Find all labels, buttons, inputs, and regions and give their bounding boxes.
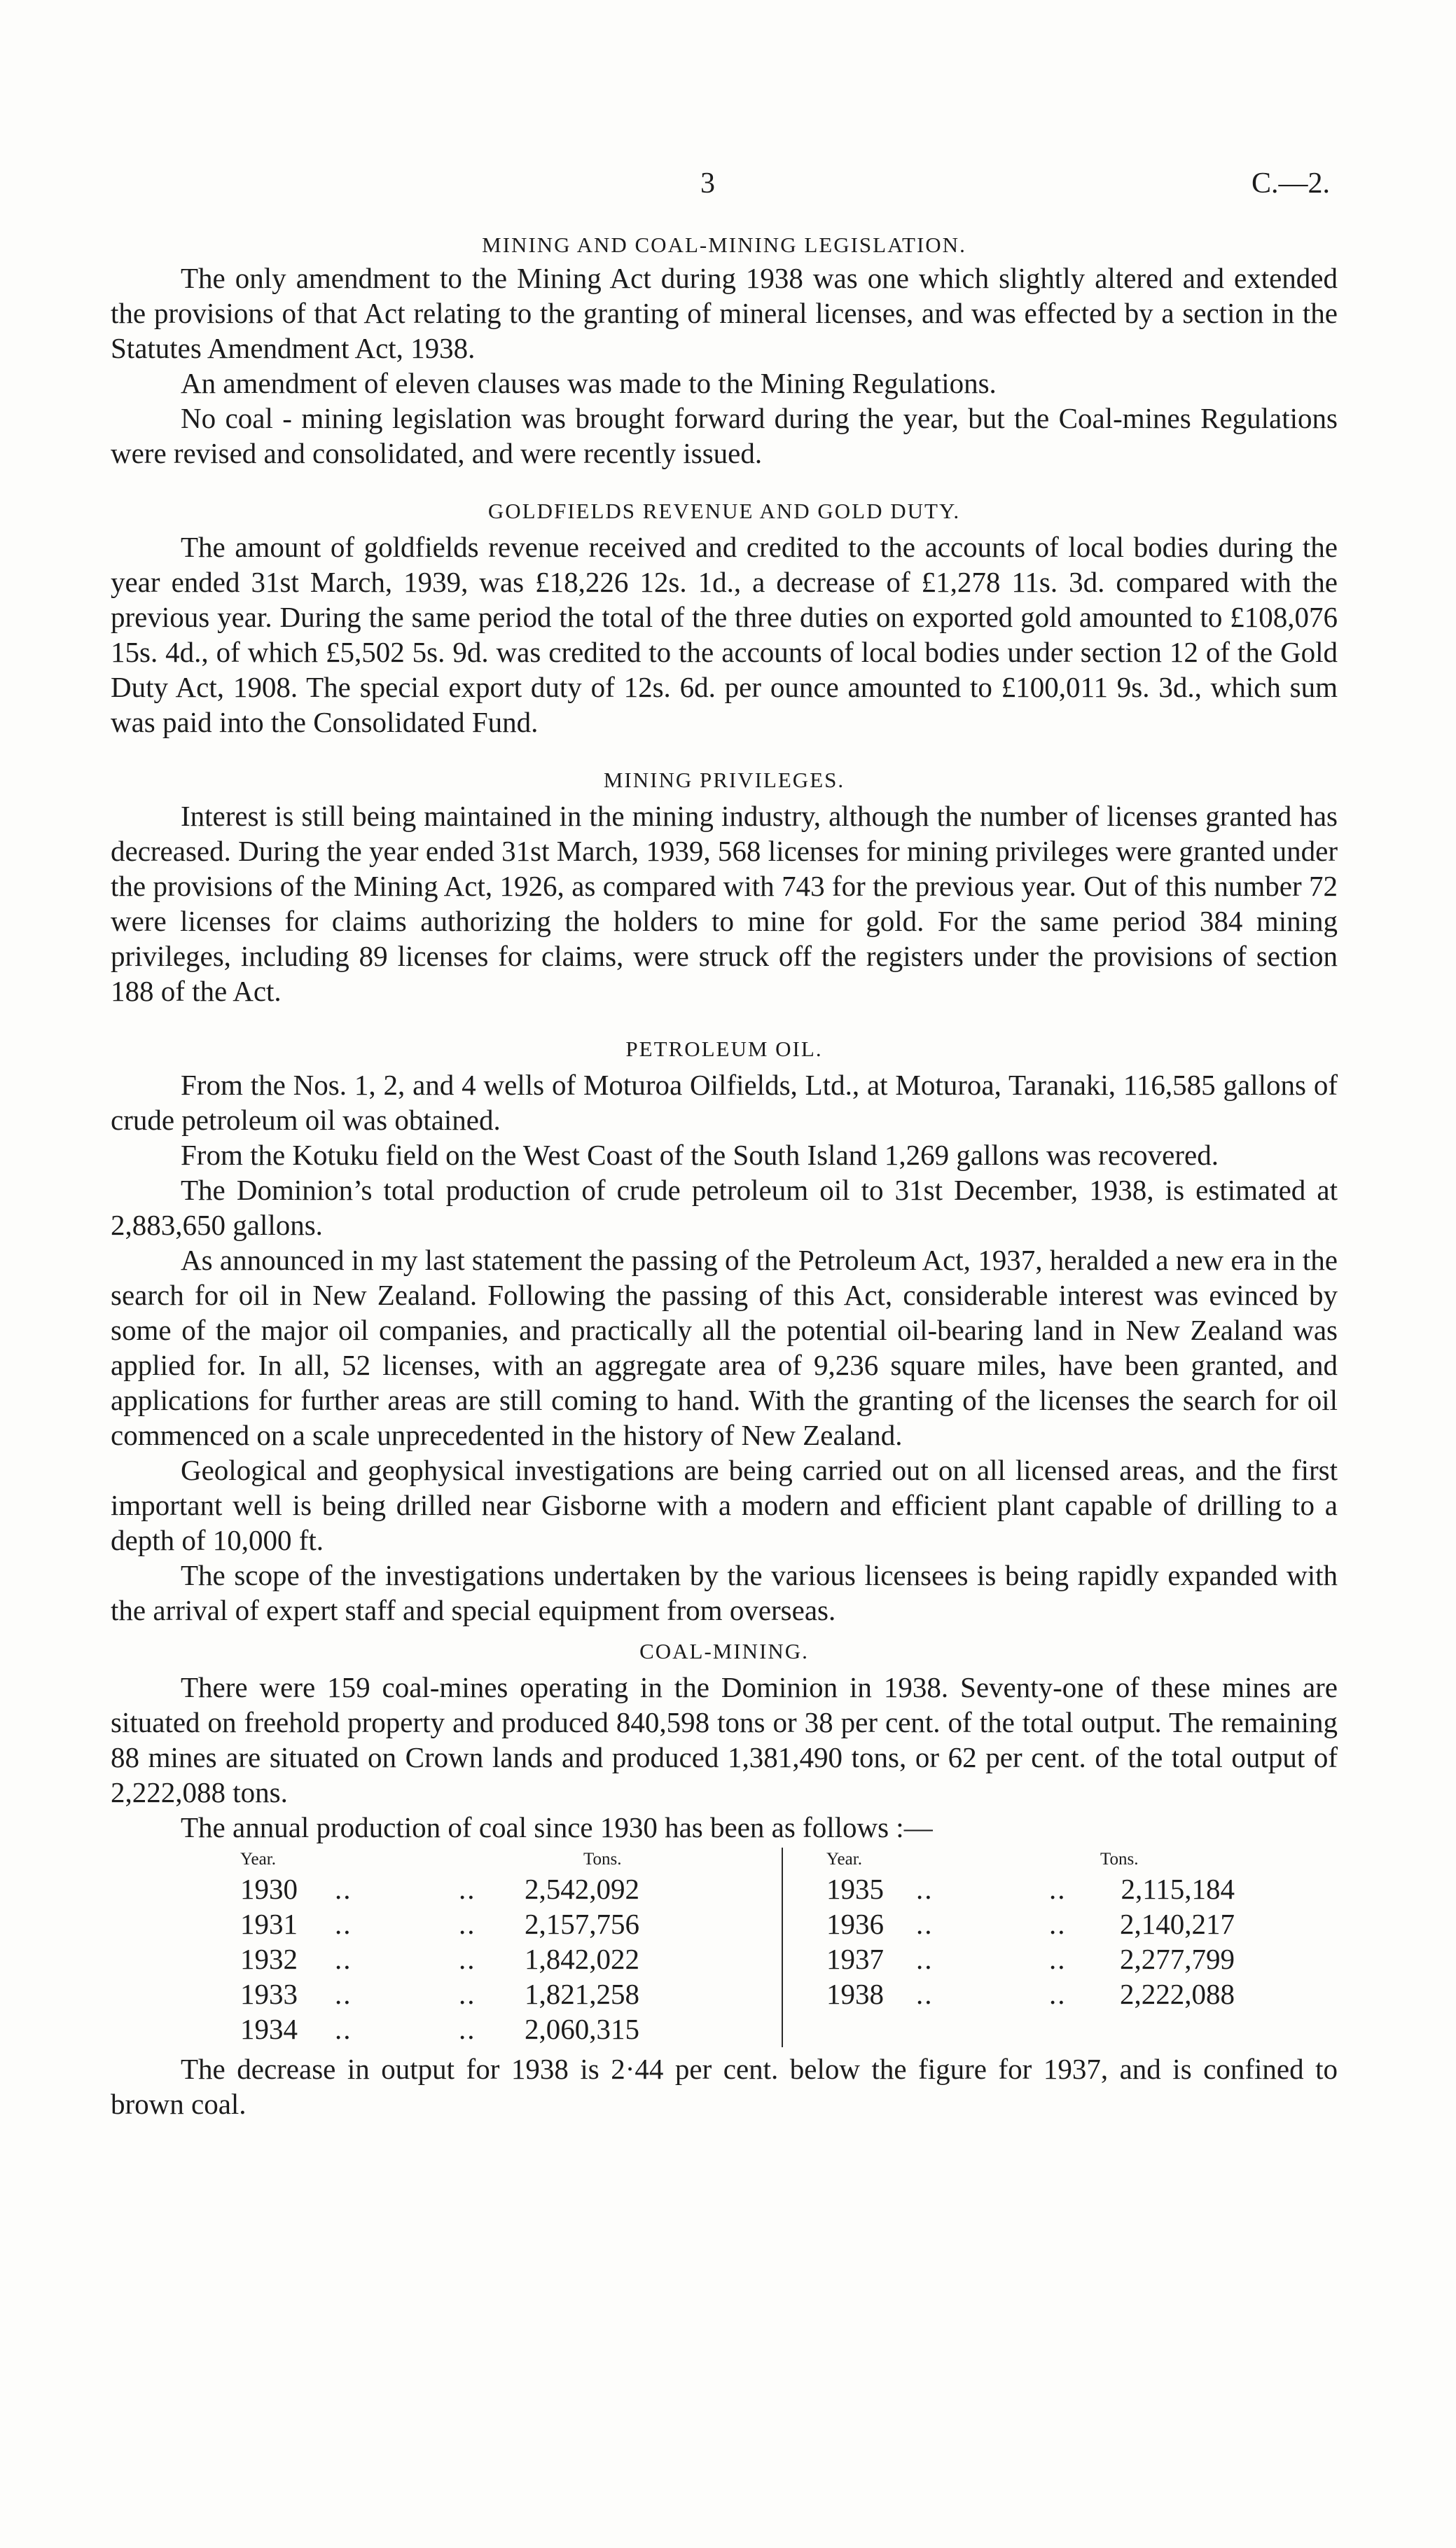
tons-cell: 2,115,184 xyxy=(1121,1873,1235,1905)
leader-dots: .. xyxy=(459,2013,476,2045)
column-header-year: Year. xyxy=(826,1850,862,1869)
leader-dots: .. xyxy=(916,1873,934,1905)
paragraph: From the Nos. 1, 2, and 4 wells of Moturoa Oilfields, Ltd., at Moturoa, Taranaki, 116,585 gallons of crude petroleum oil was obtained. xyxy=(111,1069,1338,1136)
table-column-right xyxy=(782,1848,1343,2047)
year-cell: 1935 xyxy=(826,1873,884,1905)
table-row xyxy=(783,1941,1343,1976)
leader-dots: .. xyxy=(459,1908,476,1940)
year-cell: 1934 xyxy=(240,2013,298,2045)
coal-production-table xyxy=(111,1848,1338,2047)
table-row xyxy=(240,1941,800,1976)
leader-dots: .. xyxy=(335,2013,352,2045)
paragraph: The Dominion’s total production of crude petroleum oil to 31st December, 1938, is estimated at 2,883,650 gallons. xyxy=(111,1174,1338,1241)
table-row xyxy=(783,1871,1343,1906)
leader-dots: .. xyxy=(1049,1873,1067,1905)
tons-cell: 2,157,756 xyxy=(525,1908,639,1940)
document-reference: C.—2. xyxy=(1251,167,1330,200)
paragraph: The only amendment to the Mining Act during 1938 was one which slightly altered and extended the provisions of that Act relating to the granting of mineral licenses, and was effected by a section in the Statutes Amendment Act, 1938. xyxy=(111,262,1338,364)
page-header xyxy=(0,167,1456,209)
tons-cell: 2,060,315 xyxy=(525,2013,639,2045)
leader-dots: .. xyxy=(916,1978,934,2010)
paragraph: The amount of goldfields revenue received and credited to the accounts of local bodies during the year ended 31st March, 1939, was £18,226 12s. 1d., a decrease of £1,278 11s. 3d. compared with the previous year. During the same period the total of the three duties on exported gold amounted to £108,076 15s. 4d., of which £5,502 5s. 9d. was credited to the accounts of local bodies under section 12 of the Gold Duty Act, 1908. The special export duty of 12s. 6d. per ounce amounted to £100,011 9s. 3d., which sum was paid into the Consolidated Fund. xyxy=(111,531,1338,738)
leader-dots: .. xyxy=(459,1978,476,2010)
table-row xyxy=(240,1976,800,2012)
year-cell: 1937 xyxy=(826,1943,884,1975)
paragraph: The scope of the investigations undertaken by the various licensees is being rapidly expanded with the arrival of expert staff and special equipment from overseas. xyxy=(111,1559,1338,1626)
paragraph: Geological and geophysical investigations are being carried out on all licensed areas, and the first important well is being drilled near Gisborne with a modern and efficient plant capable of drilling to a depth of 10,000 ft. xyxy=(111,1454,1338,1556)
section-heading-mining-privileges: MINING PRIVILEGES. xyxy=(603,768,845,792)
paragraph: There were 159 coal-mines operating in the Dominion in 1938. Seventy-one of these mines are situated on freehold property and produced 840,598 tons or 38 per cent. of the total output. The remaining 88 mines are situated on Crown lands and produced 1,381,490 tons, or 62 per cent. of the total output of 2,222,088 tons. xyxy=(111,1671,1338,1808)
table-header xyxy=(783,1848,1343,1871)
leader-dots: .. xyxy=(459,1873,476,1905)
tons-cell: 1,821,258 xyxy=(525,1978,639,2010)
table-header xyxy=(240,1848,800,1871)
section-heading-goldfields: GOLDFIELDS REVENUE AND GOLD DUTY. xyxy=(487,499,961,523)
leader-dots: .. xyxy=(335,1978,352,2010)
year-cell: 1932 xyxy=(240,1943,298,1975)
year-cell: 1930 xyxy=(240,1873,298,1905)
leader-dots: .. xyxy=(1049,1908,1067,1940)
year-cell: 1938 xyxy=(826,1978,884,2010)
table-row xyxy=(240,1871,800,1906)
table-row xyxy=(783,1976,1343,2012)
tons-cell: 2,140,217 xyxy=(1120,1908,1235,1940)
column-header-tons: Tons. xyxy=(1100,1850,1139,1869)
section-heading-legislation: MINING AND COAL-MINING LEGISLATION. xyxy=(482,233,966,257)
tons-cell: 1,842,022 xyxy=(525,1943,639,1975)
leader-dots: .. xyxy=(1049,1978,1067,2010)
paragraph: From the Kotuku field on the West Coast of the South Island 1,269 gallons was recovered. xyxy=(181,1139,1219,1171)
leader-dots: .. xyxy=(1049,1943,1067,1975)
column-header-year: Year. xyxy=(240,1850,276,1869)
leader-dots: .. xyxy=(916,1943,934,1975)
tons-cell: 2,542,092 xyxy=(525,1873,639,1905)
year-cell: 1931 xyxy=(240,1908,298,1940)
page-number: 3 xyxy=(700,167,715,200)
paragraph: The annual production of coal since 1930 has been as follows :— xyxy=(181,1811,933,1843)
paragraph: As announced in my last statement the passing of the Petroleum Act, 1937, heralded a new era in the search for oil in New Zealand. Following the passing of this Act, considerable interest was evinced by some of the major oil companies, and practically all the potential oil-bearing land in New Zealand was applied for. In all, 52 licenses, with an aggregate area of 9,236 square miles, have been granted, and applications for further areas are still coming to hand. With the granting of the licenses the search for oil commenced on a scale unprecedented in the history of New Zealand. xyxy=(111,1244,1338,1451)
column-header-tons: Tons. xyxy=(583,1850,622,1869)
leader-dots: .. xyxy=(459,1943,476,1975)
leader-dots: .. xyxy=(335,1943,352,1975)
table-row xyxy=(240,1906,800,1941)
section-heading-petroleum: PETROLEUM OIL. xyxy=(625,1037,823,1061)
paragraph-closing: The decrease in output for 1938 is 2·44 per cent. below the figure for 1937, and is confined to brown coal. xyxy=(111,2053,1338,2120)
table-row xyxy=(240,2012,800,2047)
tons-cell: 2,222,088 xyxy=(1120,1978,1235,2010)
section-heading-coal-mining: COAL-MINING. xyxy=(639,1639,809,1663)
table-row xyxy=(783,1906,1343,1941)
paragraph: An amendment of eleven clauses was made to the Mining Regulations. xyxy=(181,367,997,399)
table-column-left xyxy=(240,1848,800,2047)
leader-dots: .. xyxy=(335,1908,352,1940)
leader-dots: .. xyxy=(335,1873,352,1905)
leader-dots: .. xyxy=(916,1908,934,1940)
paragraph: Interest is still being maintained in the mining industry, although the number of licenses granted has decreased. During the year ended 31st March, 1939, 568 licenses for mining privileges were granted under the provisions of the Mining Act, 1926, as compared with 743 for the previous year. Out of this number 72 were licenses for claims authorizing the holders to mine for gold. For the same period 384 mining privileges, including 89 licenses for claims, were struck off the registers under the provisions of section 188 of the Act. xyxy=(111,800,1338,1007)
year-cell: 1936 xyxy=(826,1908,884,1940)
document-body xyxy=(111,231,1338,2121)
year-cell: 1933 xyxy=(240,1978,298,2010)
paragraph: No coal - mining legislation was brought forward during the year, but the Coal-mines Regulations were revised and consolidated, and were recently issued. xyxy=(111,402,1338,469)
tons-cell: 2,277,799 xyxy=(1120,1943,1235,1975)
